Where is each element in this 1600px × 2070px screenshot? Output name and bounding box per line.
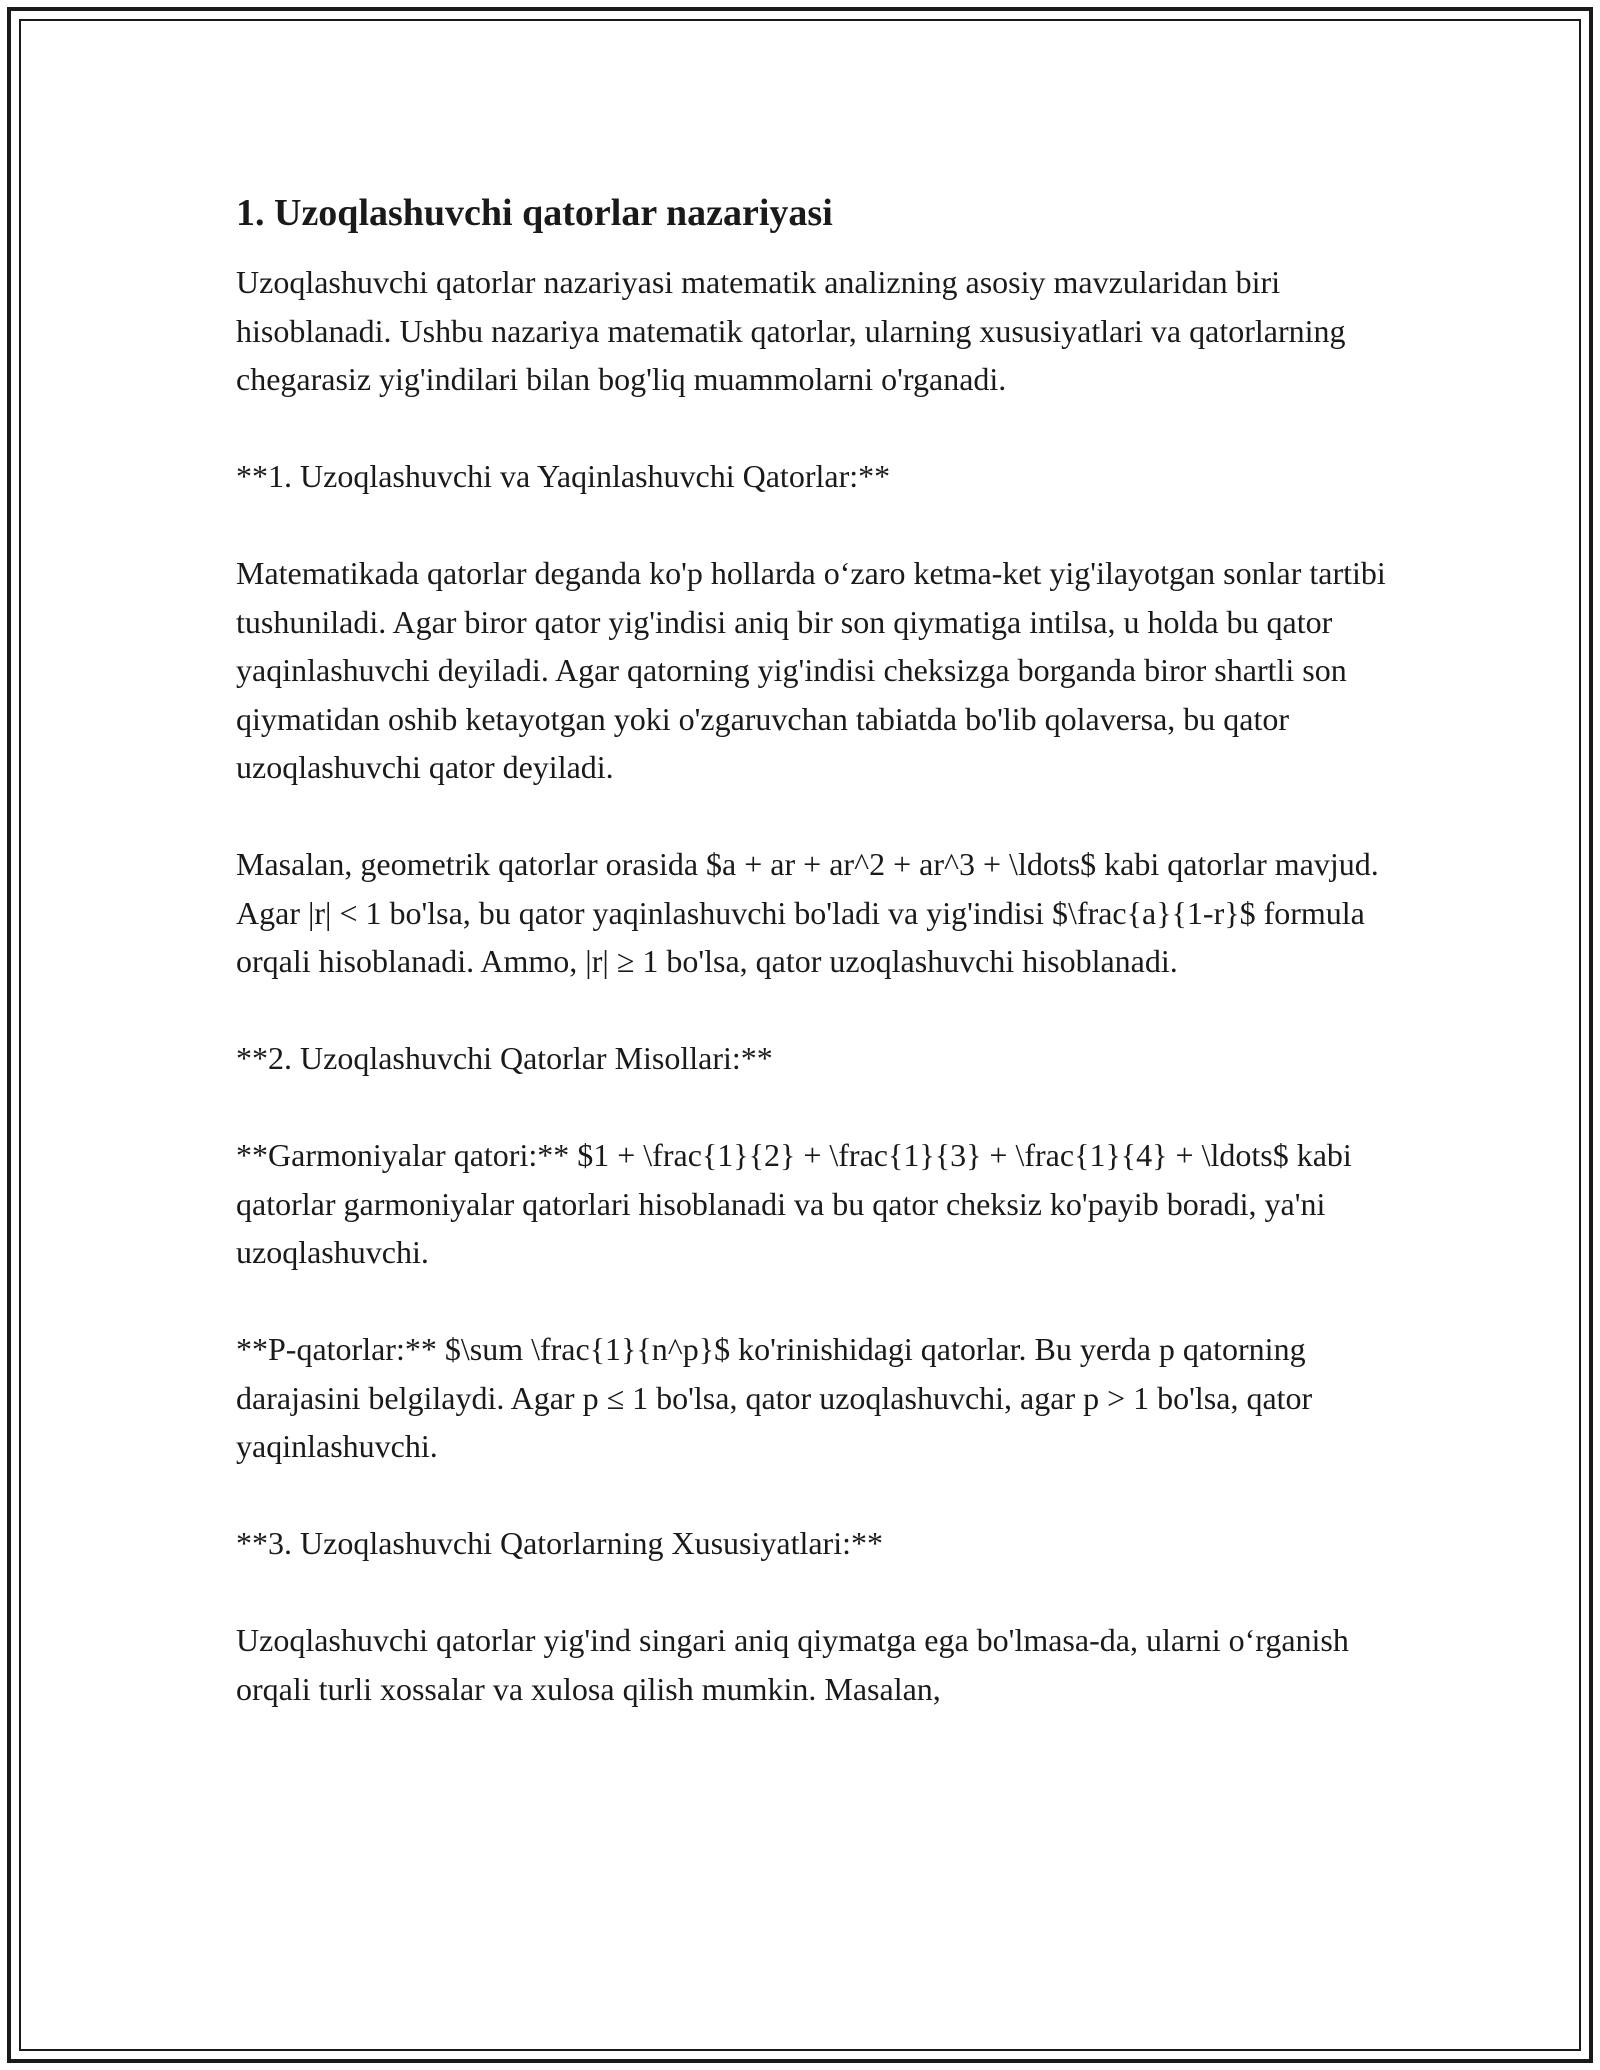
- section-heading: 1. Uzoqlashuvchi qatorlar nazariyasi: [236, 192, 833, 234]
- paragraph-intro: Uzoqlashuvchi qatorlar nazariyasi matematik analizning asosiy mavzularidan biri hisoblanadi. Ushbu nazariya matematik qatorlar, ularning xususiyatlari va qatorlarning chegarasiz yig'indilari bilan bog'liq muammolarni o'rganadi.: [236, 264, 1346, 397]
- document-body: [236, 188, 1406, 1713]
- subheading-1: **1. Uzoqlashuvchi va Yaqinlashuvchi Qatorlar:**: [236, 458, 891, 494]
- subheading-2: **2. Uzoqlashuvchi Qatorlar Misollari:**: [236, 1040, 773, 1076]
- subheading-3: **3. Uzoqlashuvchi Qatorlarning Xususiyatlari:**: [236, 1525, 883, 1561]
- paragraph-p-series: **P-qatorlar:** $\sum \frac{1}{n^p}$ ko'rinishidagi qatorlar. Bu yerda p qatorning darajasini belgilaydi. Agar p ≤ 1 bo'lsa, qator uzoqlashuvchi, agar p > 1 bo'lsa, qator yaqinlashuvchi.: [236, 1331, 1313, 1464]
- paragraph-geometric-example: Masalan, geometrik qatorlar orasida $a + ar + ar^2 + ar^3 + \ldots$ kabi qatorlar mavjud. Agar |r| < 1 bo'lsa, bu qator yaqinlashuvchi bo'ladi va yig'indisi $\frac{a}{1-r}$ formula orqali hisoblanadi. Ammo, |r| ≥ 1 bo'lsa, qator uzoqlashuvchi hisoblanadi.: [236, 846, 1379, 979]
- paragraph-properties: Uzoqlashuvchi qatorlar yig'ind singari aniq qiymatga ega bo'lmasa-da, ularni o‘rganish orqali turli xossalar va xulosa qilish mumkin. Masalan,: [236, 1622, 1349, 1707]
- paragraph-harmonic-series: **Garmoniyalar qatori:** $1 + \frac{1}{2} + \frac{1}{3} + \frac{1}{4} + \ldots$ kabi qatorlar garmoniyalar qatorlari hisoblanadi va bu qator cheksiz ko'payib boradi, ya'ni uzoqlashuvchi.: [236, 1137, 1352, 1270]
- paragraph-definitions: Matematikada qatorlar deganda ko'p hollarda o‘zaro ketma-ket yig'ilayotgan sonlar tartibi tushuniladi. Agar biror qator yig'indisi aniq bir son qiymatiga intilsa, u holda bu qator yaqinlashuvchi deyiladi. Agar qatorning yig'indisi cheksizga borganda biror shartli son qiymatidan oshib ketayotgan yoki o'zgaruvchan tabiatda bo'lib qolaversa, bu qator uzoqlashuvchi qator deyiladi.: [236, 555, 1386, 785]
